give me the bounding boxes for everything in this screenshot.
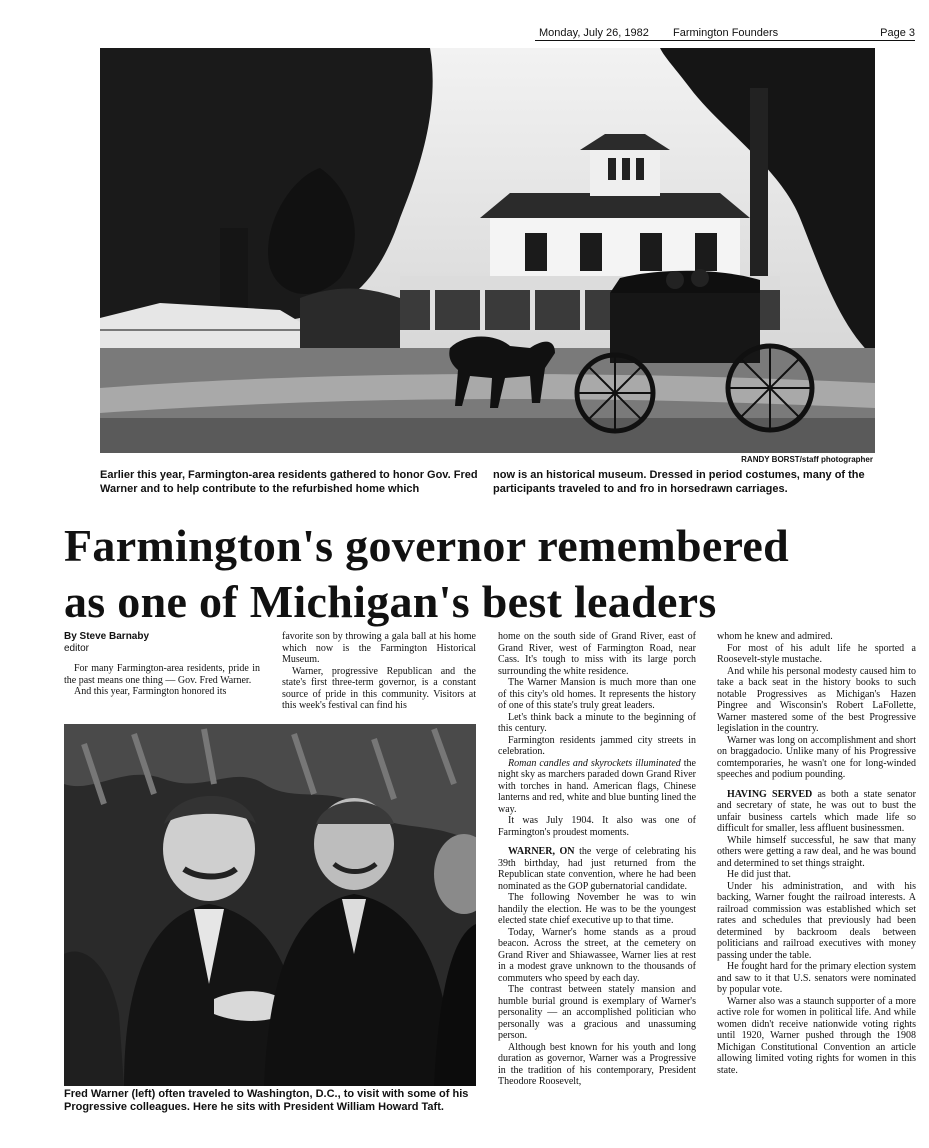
paragraph: home on the south side of Grand River, east of Grand River, west of Farmington Road, near Cass. It's tough to miss with its large porch surrounding the white residence. xyxy=(498,631,696,677)
mansion-photo-graphic xyxy=(100,48,875,453)
header-date: Monday, July 26, 1982 xyxy=(539,27,649,39)
article-column-4 xyxy=(717,631,916,1076)
photo-caption-warner-taft: Fred Warner (left) often traveled to Washington, D.C., to visit with some of his Progressive colleagues. Here he sits with President William Howard Taft. xyxy=(64,1088,469,1113)
paragraph xyxy=(498,846,696,892)
paragraph: The Warner Mansion is much more than one of this city's old homes. It represents the history of one of this state's truly great leaders. xyxy=(498,677,696,711)
header-page-number: Page 3 xyxy=(880,27,915,39)
paragraph xyxy=(498,758,696,816)
paragraph: For many Farmington-area residents, pride in the past means one thing — Gov. Fred Warner. xyxy=(64,663,260,686)
article-headline xyxy=(64,518,914,630)
header-section: Farmington Founders xyxy=(673,27,779,39)
page-header xyxy=(535,27,915,41)
header-rule xyxy=(535,40,915,41)
mansion-carriage-photo xyxy=(100,48,875,453)
paragraph: whom he knew and admired. xyxy=(717,631,833,642)
paragraph: The contrast between stately mansion and humble burial ground is exemplary of Warner's personality — an accomplished politician who personally was a gracious and unassuming person. xyxy=(498,984,696,1041)
article-column-2 xyxy=(282,631,476,712)
paragraph: It was July 1904. It also was one of Farmington's proudest moments. xyxy=(498,815,696,838)
italic-text: Roman candles and skyrockets illuminated xyxy=(508,757,681,769)
warner-taft-graphic xyxy=(64,724,476,1086)
paragraph: While himself successful, he saw that many others were getting a raw deal, and he was bound and determined to set things straight. xyxy=(717,834,916,869)
section-lead-in: HAVING SERVED xyxy=(727,788,813,800)
headline-line-2: as one of Michigan's best leaders xyxy=(64,576,717,627)
photo-caption-right: now is an historical museum. Dressed in period costumes, many of the participants traveled to and fro in horsedrawn carriages. xyxy=(493,469,865,495)
paragraph-gap xyxy=(717,781,916,789)
paragraph xyxy=(717,789,916,835)
paragraph: Let's think back a minute to the beginning of this century. xyxy=(498,711,696,734)
paragraph: He did just that. xyxy=(727,869,791,880)
paragraph: Warner was long on accomplishment and short on braggadocio. Unlike many of his Progressive comtemporaries, he wasn't one for long-winded speeches and podium pounding. xyxy=(717,734,916,780)
section-lead-in: WARNER, ON xyxy=(508,846,575,857)
paragraph: Farmington residents jammed city streets in celebration. xyxy=(498,734,696,757)
headline-line-1: Farmington's governor remembered xyxy=(64,520,790,571)
paragraph-text: the verge of celebrating his 39th birthday, had just returned from the Republican state convention, where he had been nominated as the GOP gubernatorial candidate. xyxy=(498,846,696,892)
photo-caption-left: Earlier this year, Farmington-area residents gathered to honor Gov. Fred Warner and to help contribute to the refurbished home which xyxy=(100,469,478,495)
paragraph: Today, Warner's home stands as a proud beacon. Across the street, at the cemetery on Grand River and Shiawassee, Warner lies at rest in a modest grave unknown to the thousands of commuters who speed by each day. xyxy=(498,926,696,984)
byline-author: By Steve Barnaby xyxy=(64,631,150,642)
article-column-3 xyxy=(498,631,696,1088)
paragraph: Warner also was a staunch supporter of a more active role for women in political life. And while women didn't receive nationwide voting rights until 1920, Warner pushed through the 1908 Michigan Constitutional Convention an article allowing limited voting rights for women in this state. xyxy=(717,995,916,1076)
photo-credit: RANDY BORST/staff photographer xyxy=(741,455,873,464)
warner-taft-photo xyxy=(64,724,476,1086)
byline-role: editor xyxy=(64,643,90,654)
paragraph: favorite son by throwing a gala ball at his home which now is the Farmington Historical Museum. xyxy=(282,631,476,665)
paragraph-text: as both a state senator and secretary of state, he was out to bust the unfair business cartels which made life so difficult for smaller, less affluent businessmen. xyxy=(717,788,917,834)
paragraph: And while his personal modesty caused him to take a back seat in the history books to such notable Progressives as Michigan's Hazen Pingree and Wisconsin's Robert LaFollette, Warner mastered some of the best Progressive legislation in the country. xyxy=(717,665,916,734)
paragraph: And this year, Farmington honored its xyxy=(74,686,227,697)
paragraph: Although best known for his youth and long duration as governor, Warner was a Progressive in the tradition of his contemporary, President Theodore Roosevelt, xyxy=(498,1041,696,1087)
paragraph: Under his administration, and with his backing, Warner fought the railroad interests. A railroad commission was established which set rates and schedules that previously had been determined by backroom deals between politicians and railroad executives with money passing under the table. xyxy=(717,880,916,961)
paragraph-text: the night sky as marchers paraded down Grand River with torches in hand. American flags, Chinese lanterns and red, white and blue bunting lined the way. xyxy=(498,757,697,815)
paragraph: The following November he was to win handily the election. He was to be the youngest elected state chief executive up to that time. xyxy=(498,892,696,926)
paragraph: He fought hard for the primary election system and saw to it that U.S. senators were nominated by popular vote. xyxy=(717,961,916,995)
article-column-1 xyxy=(64,631,260,698)
paragraph: Warner, progressive Republican and the state's first three-term governor, is a constant source of pride in this community. Visitors at this week's festival can find his xyxy=(282,665,476,711)
paragraph-gap xyxy=(498,838,696,846)
paragraph: For most of his adult life he sported a Roosevelt-style mustache. xyxy=(717,642,916,665)
